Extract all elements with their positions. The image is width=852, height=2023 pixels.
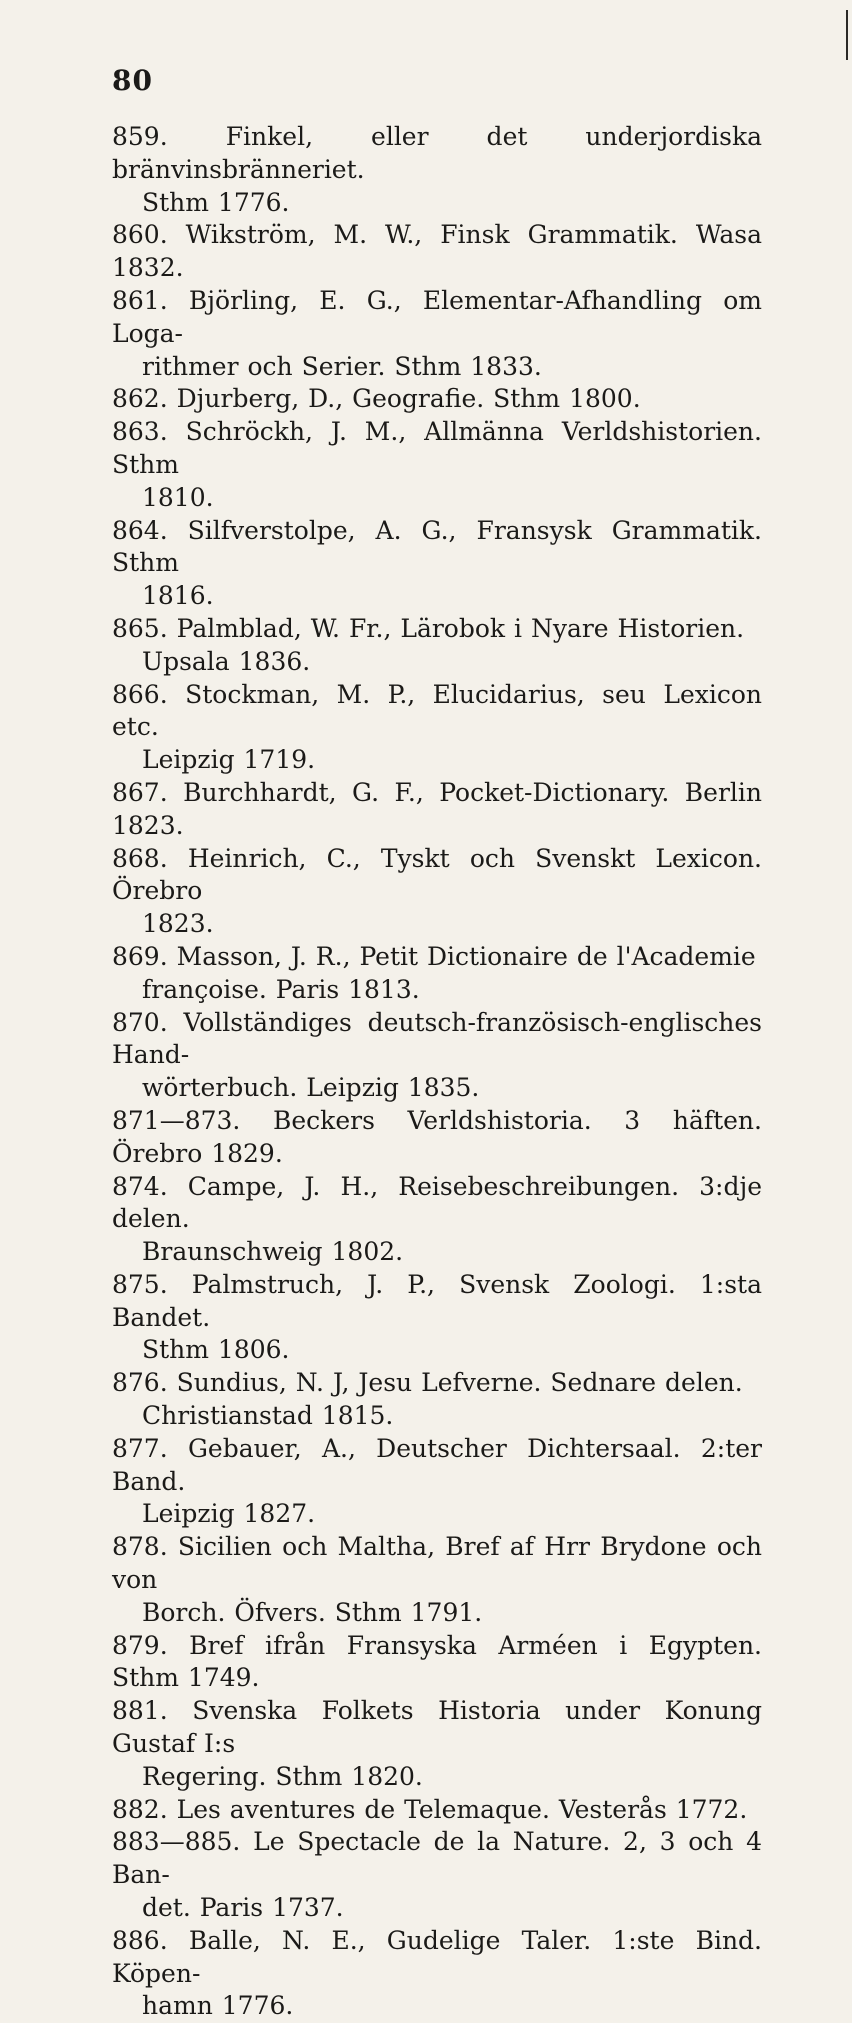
entry-text: Finkel, eller det underjordiska bränvinsbränneriet.	[112, 122, 762, 184]
entry-number: 876.	[112, 1368, 168, 1398]
entry-continuation: Sthm 1776.	[142, 187, 290, 217]
entry-text: Palmstruch, J. P., Svensk Zoologi. 1:sta Bandet.	[112, 1269, 762, 1332]
entry-text: Beckers Verldshistoria. 3 häften. Örebro 1829.	[112, 1105, 762, 1168]
page-number: 80	[112, 64, 153, 97]
entry-text: Heinrich, C., Tyskt och Svenskt Lexicon. Örebro	[112, 843, 763, 906]
entry-text: Gebauer, A., Deutscher Dichtersaal. 2:ter Band.	[112, 1433, 762, 1496]
entry-continuation: Regering. Sthm 1820.	[142, 1761, 423, 1791]
entry-number: 886.	[112, 1925, 168, 1955]
entry-number: 874.	[112, 1171, 168, 1201]
catalog-entry	[112, 679, 762, 777]
entry-number: 881.	[112, 1696, 168, 1726]
catalog-entry	[112, 1171, 762, 1269]
catalog-entries	[112, 121, 762, 2023]
entry-text: Svenska Folkets Historia under Konung Gustaf I:s	[112, 1696, 762, 1759]
entry-number: 877.	[112, 1433, 168, 1463]
entry-continuation: det. Paris 1737.	[142, 1893, 344, 1923]
entry-text: Le Spectacle de la Nature. 2, 3 och 4 Ban-	[112, 1827, 762, 1890]
catalog-entry	[112, 843, 762, 941]
entry-text: Schröckh, J. M., Allmänna Verldshistorien. Sthm	[112, 417, 762, 479]
entry-continuation: Leipzig 1719.	[142, 745, 316, 775]
entry-number: 867.	[112, 777, 168, 807]
entry-continuation: 1810.	[142, 482, 214, 512]
entry-text: Stockman, M. P., Elucidarius, seu Lexicon etc.	[112, 679, 762, 742]
entry-number: 866.	[112, 679, 168, 709]
catalog-entry	[112, 1269, 762, 1367]
catalog-entry	[112, 219, 762, 285]
entry-text: Djurberg, D., Geografie. Sthm 1800.	[176, 384, 641, 414]
entry-text: Masson, J. R., Petit Dictionaire de l'Academie	[176, 941, 756, 971]
entry-number: 870.	[112, 1007, 168, 1037]
entry-number: 882.	[112, 1794, 168, 1824]
entry-continuation: françoise. Paris 1813.	[142, 974, 420, 1004]
catalog-entry	[112, 1925, 762, 2023]
entry-number: 883—885.	[112, 1827, 241, 1857]
catalog-entry	[112, 416, 762, 514]
entry-number: 879.	[112, 1630, 168, 1660]
entry-continuation: Borch. Öfvers. Sthm 1791.	[142, 1597, 483, 1627]
entry-number: 864.	[112, 515, 168, 545]
entry-continuation: Leipzig 1827.	[142, 1499, 316, 1529]
catalog-entry	[112, 121, 762, 219]
entry-number: 865.	[112, 613, 168, 643]
catalog-entry	[112, 1531, 762, 1629]
entry-text: Sicilien och Maltha, Bref af Hrr Brydone och von	[112, 1532, 762, 1595]
entry-text: Bref ifrån Fransyska Arméen i Egypten. Sthm 1749.	[112, 1630, 762, 1693]
entry-text: Björling, E. G., Elementar-Afhandling om Loga-	[112, 285, 762, 348]
entry-text: Les aventures de Telemaque. Vesterås 1772.	[176, 1794, 748, 1824]
entry-number: 868.	[112, 843, 168, 873]
entry-text: Sundius, N. J, Jesu Lefverne. Sednare delen.	[176, 1368, 743, 1398]
entry-number: 861.	[112, 285, 168, 315]
catalog-entry	[112, 1794, 762, 1827]
entry-text: Balle, N. E., Gudelige Taler. 1:ste Bind. Köpen-	[112, 1925, 762, 1988]
catalog-entry	[112, 777, 762, 843]
entry-continuation: hamn 1776.	[142, 1991, 294, 2021]
entry-text: Wikström, M. W., Finsk Grammatik. Wasa 1832.	[112, 220, 762, 283]
catalog-entry	[112, 1007, 762, 1105]
entry-text: Silfverstolpe, A. G., Fransysk Grammatik. Sthm	[112, 515, 762, 578]
entry-number: 878.	[112, 1532, 168, 1562]
entry-continuation: 1823.	[142, 909, 214, 939]
entry-continuation: 1816.	[142, 581, 214, 611]
entry-continuation: rithmer och Serier. Sthm 1833.	[142, 351, 542, 381]
entry-number: 863.	[112, 417, 168, 447]
entry-text: Burchhardt, G. F., Pocket-Dictionary. Berlin 1823.	[112, 777, 762, 840]
entry-text: Palmblad, W. Fr., Lärobok i Nyare Historien.	[176, 613, 745, 643]
catalog-entry	[112, 613, 762, 679]
page-edge-mark	[846, 10, 848, 60]
catalog-entry	[112, 383, 762, 416]
catalog-entry	[112, 1826, 762, 1924]
catalog-entry	[112, 1367, 762, 1433]
entry-number: 862.	[112, 384, 168, 414]
entry-continuation: wörterbuch. Leipzig 1835.	[142, 1073, 480, 1103]
entry-number: 875.	[112, 1269, 168, 1299]
catalog-entry	[112, 1695, 762, 1793]
entry-continuation: Christianstad 1815.	[142, 1401, 394, 1431]
entry-text: Vollständiges deutsch-französisch-englisches Hand-	[112, 1007, 763, 1070]
entry-number: 859.	[112, 122, 168, 151]
catalog-entry	[112, 1105, 762, 1171]
catalog-entry	[112, 1433, 762, 1531]
entry-continuation: Sthm 1806.	[142, 1335, 290, 1365]
entry-number: 869.	[112, 941, 168, 971]
entry-continuation: Upsala 1836.	[142, 646, 311, 676]
entry-number: 871—873.	[112, 1105, 241, 1135]
entry-continuation: Braunschweig 1802.	[142, 1237, 404, 1267]
catalog-entry	[112, 515, 762, 613]
catalog-entry	[112, 1630, 762, 1696]
catalog-entry	[112, 941, 762, 1007]
catalog-entry	[112, 285, 762, 383]
entry-text: Campe, J. H., Reisebeschreibungen. 3:dje delen.	[112, 1171, 762, 1234]
entry-number: 860.	[112, 220, 168, 250]
